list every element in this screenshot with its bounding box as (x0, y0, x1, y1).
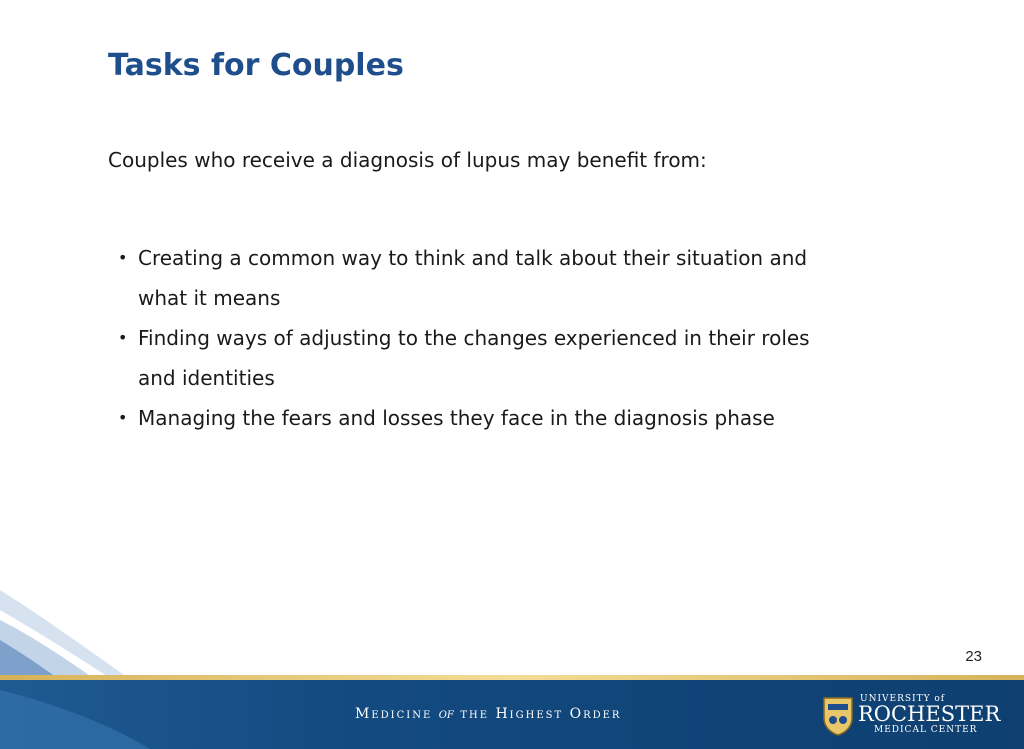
bullet-text-line1: Creating a common way to think and talk about their situation and (138, 246, 808, 270)
bullet-icon: • (118, 328, 128, 347)
tagline-of: of (438, 706, 454, 722)
list-item (116, 398, 956, 438)
logo-sub-text: MEDICAL CENTER (874, 725, 978, 735)
bullet-text-line2: what it means (138, 286, 281, 310)
logo-name-text: ROCHESTER (858, 702, 1001, 726)
intro-text: Couples who receive a diagnosis of lupus may benefit from: (108, 148, 707, 172)
list-item (116, 318, 956, 398)
bullet-list (116, 238, 956, 438)
logo-university-text: UNIVERSITY of (860, 694, 946, 704)
university-logo (822, 694, 1001, 738)
list-item (116, 238, 956, 318)
tagline-part2: the Highest Order (460, 706, 622, 722)
bullet-icon: • (118, 408, 128, 427)
footer-tagline (355, 706, 621, 722)
bullet-icon: • (118, 248, 128, 267)
page-number: 23 (965, 648, 982, 665)
bullet-text-line2: and identities (138, 366, 275, 390)
slide-title: Tasks for Couples (108, 48, 404, 83)
shield-icon (822, 696, 854, 736)
tagline-part1: Medicine (355, 706, 433, 722)
bullet-text-line1: Managing the fears and losses they face in the diagnosis phase (138, 406, 775, 430)
bullet-text-line1: Finding ways of adjusting to the changes experienced in their roles (138, 326, 810, 350)
footer-swoosh (0, 680, 300, 749)
